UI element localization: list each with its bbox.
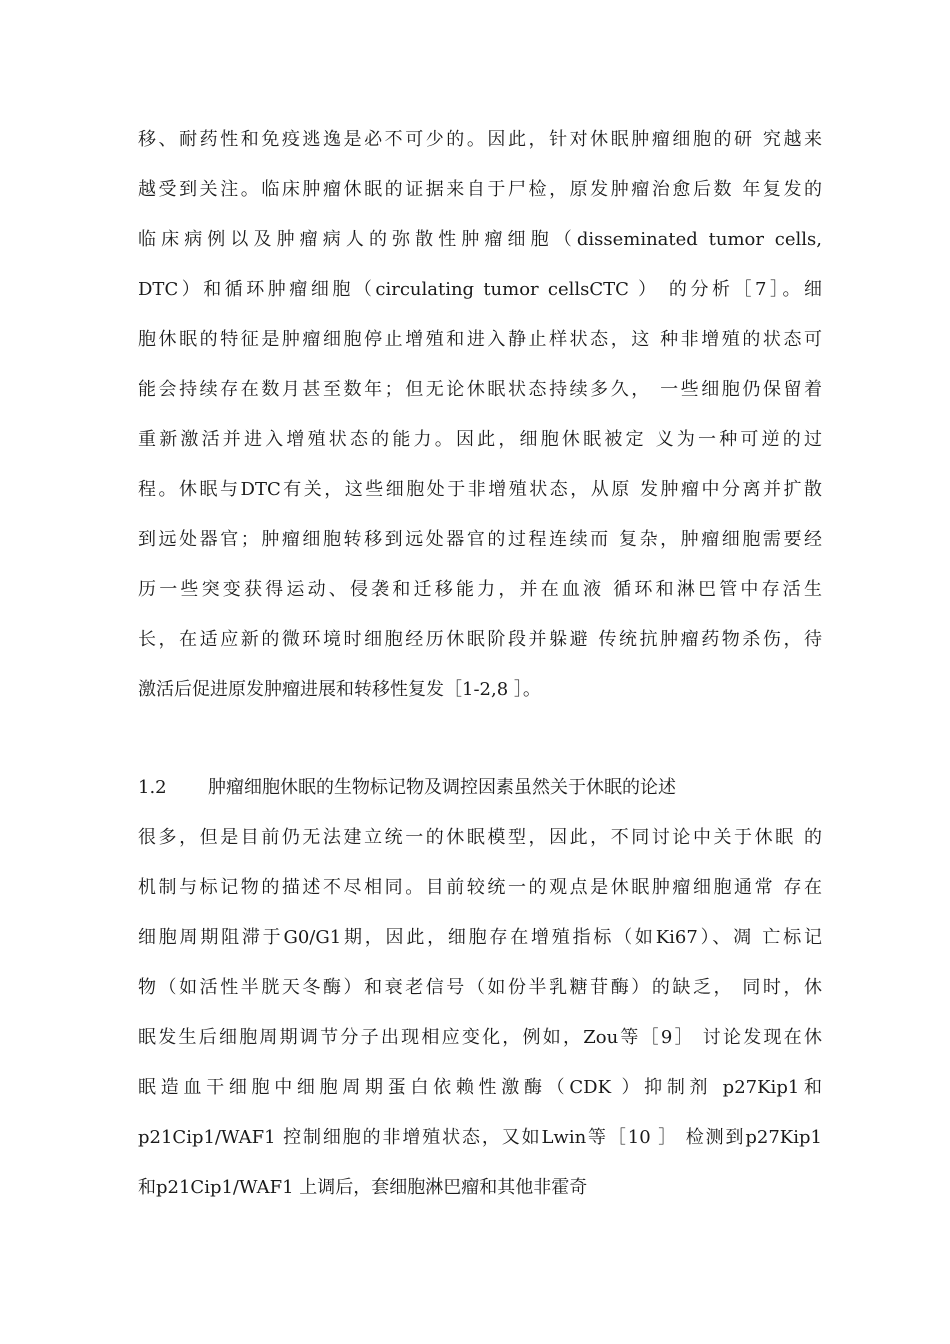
paragraph-2-line-2: 机制与标记物的描述不尽相同。目前较统一的观点是休眠肿瘤细胞通常 存在 xyxy=(138,877,822,898)
paragraph-1-line-3: 临床病例以及肿瘤病人的弥散性肿瘤细胞（disseminated tumor cells, xyxy=(138,229,822,250)
paragraph-2-line-7: p21Cip1/WAF1 控制细胞的非增殖状态，又如Lwin等［10 ］ 检测到p27Kip1 xyxy=(138,1127,822,1148)
paragraph-2-line-8: 和p21Cip1/WAF1 上调后，套细胞淋巴瘤和其他非霍奇 xyxy=(138,1177,588,1198)
paragraph-1-line-1: 移、耐药性和免疫逃逸是必不可少的。因此，针对休眠肿瘤细胞的研 究越来 xyxy=(138,129,822,150)
paragraph-1-line-6: 能会持续存在数月甚至数年；但无论休眠状态持续多久， 一些细胞仍保留着 xyxy=(138,379,822,400)
section-heading xyxy=(138,776,822,800)
section-title: 肿瘤细胞休眠的生物标记物及调控因素虽然关于休眠的论述 xyxy=(208,777,676,798)
paragraph-2-line-1: 很多，但是目前仍无法建立统一的休眠模型，因此，不同讨论中关于休眠 的 xyxy=(138,827,822,848)
paragraph-1-line-10: 历一些突变获得运动、侵袭和迁移能力，并在血液 循环和淋巴管中存活生 xyxy=(138,579,822,600)
paragraph-1-line-9: 到远处器官；肿瘤细胞转移到远处器官的过程连续而 复杂，肿瘤细胞需要经 xyxy=(138,529,822,550)
paragraph-1-line-2: 越受到关注。临床肿瘤休眠的证据来自于尸检，原发肿瘤治愈后数 年复发的 xyxy=(138,179,822,200)
paragraph-1-line-4: DTC）和循环肿瘤细胞（circulating tumor cellsCTC ） 的分析［7］。细 xyxy=(138,279,822,300)
paragraph-2-line-3: 细胞周期阻滞于G0/G1期，因此，细胞存在增殖指标（如Ki67）、凋 亡标记 xyxy=(138,927,822,948)
paragraph-1-line-7: 重新激活并进入增殖状态的能力。因此，细胞休眠被定 义为一种可逆的过 xyxy=(138,429,822,450)
paragraph-1-line-5: 胞休眠的特征是肿瘤细胞停止增殖和进入静止样状态，这 种非增殖的状态可 xyxy=(138,329,822,350)
paragraph-2-line-4: 物（如活性半胱天冬酶）和衰老信号（如份半乳糖苷酶）的缺乏， 同时，休 xyxy=(138,977,822,998)
paragraph-1-line-8: 程。休眠与DTC有关，这些细胞处于非增殖状态，从原 发肿瘤中分离并扩散 xyxy=(138,479,822,500)
paragraph-1-line-12: 激活后促进原发肿瘤进展和转移性复发［1-2,8 ］。 xyxy=(138,679,541,700)
paragraph-1-line-11: 长，在适应新的微环境时细胞经历休眠阶段并躲避 传统抗肿瘤药物杀伤，待 xyxy=(138,629,822,650)
paragraph-2-line-6: 眠造血干细胞中细胞周期蛋白依赖性激酶（CDK ）抑制剂 p27Kip1和 xyxy=(138,1077,822,1098)
section-number: 1.2 xyxy=(138,777,167,798)
paragraph-2-line-5: 眠发生后细胞周期调节分子出现相应变化，例如，Zou等［9］ 讨论发现在休 xyxy=(138,1027,822,1048)
